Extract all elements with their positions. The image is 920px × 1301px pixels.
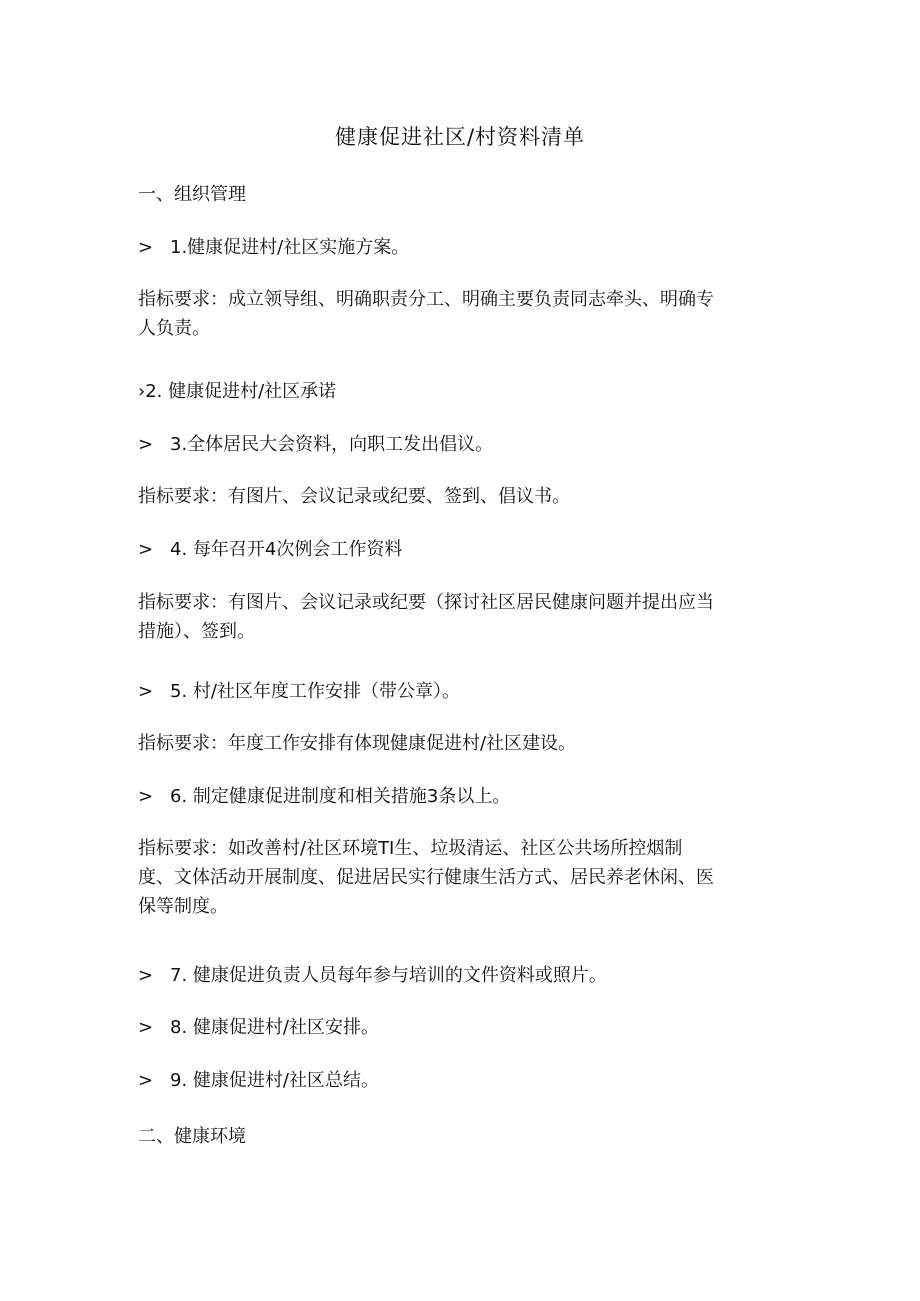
requirement-3 bbox=[138, 483, 788, 512]
requirement-4 bbox=[138, 589, 788, 647]
list-item-5 bbox=[138, 678, 788, 706]
bullet-marker: > bbox=[138, 786, 154, 807]
requirement-1 bbox=[138, 286, 788, 344]
bullet-marker: > bbox=[138, 965, 154, 986]
bullet-marker: > bbox=[138, 681, 154, 702]
requirement-line: 指标要求：有图片、会议记录或纪要（探讨社区居民健康问题并提出应当 bbox=[138, 592, 714, 613]
requirement-line: 度、文体活动开展制度、促进居民实行健康生活方式、居民养老休闲、医 bbox=[138, 867, 714, 888]
bullet-marker: > bbox=[138, 434, 154, 455]
list-item-7 bbox=[138, 962, 788, 990]
list-item-text: 8. 健康促进村/社区安排。 bbox=[170, 1017, 379, 1038]
bullet-marker: > bbox=[138, 1070, 154, 1091]
list-item-text: 3.全体居民大会资料，向职工发出倡议。 bbox=[170, 434, 494, 455]
requirement-5 bbox=[138, 730, 788, 759]
list-item-2: ›2. 健康促进村/社区承诺 bbox=[138, 381, 337, 402]
list-item-text: 4. 每年召开4次例会工作资料 bbox=[170, 539, 403, 560]
requirement-line: 措施）、签到。 bbox=[138, 621, 255, 642]
list-item-text: 5. 村/社区年度工作安排（带公章）。 bbox=[170, 681, 460, 702]
list-item-text: 6. 制定健康促进制度和相关措施3条以上。 bbox=[170, 786, 511, 807]
section-heading-health-environment: 二、健康环境 bbox=[138, 1126, 246, 1147]
requirement-line: 指标要求：年度工作安排有体现健康促进村/社区建设。 bbox=[138, 733, 577, 754]
list-item-4 bbox=[138, 536, 788, 564]
bullet-marker: > bbox=[138, 1017, 154, 1038]
list-item-1 bbox=[138, 234, 788, 262]
requirement-line: 指标要求：有图片、会议记录或纪要、签到、倡议书。 bbox=[138, 486, 570, 507]
list-item-text: 9. 健康促进村/社区总结。 bbox=[170, 1070, 379, 1091]
list-item-6 bbox=[138, 783, 788, 811]
list-item-text: 1.健康促进村/社区实施方案。 bbox=[170, 237, 410, 258]
list-item-8 bbox=[138, 1014, 788, 1042]
bullet-marker: > bbox=[138, 539, 154, 560]
list-item-9 bbox=[138, 1067, 788, 1095]
requirement-line: 人负责。 bbox=[138, 318, 210, 339]
requirement-line: 保等制度。 bbox=[138, 896, 228, 917]
requirement-6 bbox=[138, 835, 788, 922]
bullet-marker: > bbox=[138, 237, 154, 258]
requirement-line: 指标要求：如改善村/社区环境TI生、垃圾清运、社区公共场所控烟制 bbox=[138, 838, 683, 859]
requirement-line: 指标要求：成立领导组、明确职责分工、明确主要负责同志牵头、明确专 bbox=[138, 289, 714, 310]
list-item-text: 7. 健康促进负责人员每年参与培训的文件资料或照片。 bbox=[170, 965, 607, 986]
section-heading-organization: 一、组织管理 bbox=[138, 184, 246, 205]
document-title: 健康促进社区/村资料清单 bbox=[334, 125, 586, 149]
list-item-3 bbox=[138, 431, 788, 459]
